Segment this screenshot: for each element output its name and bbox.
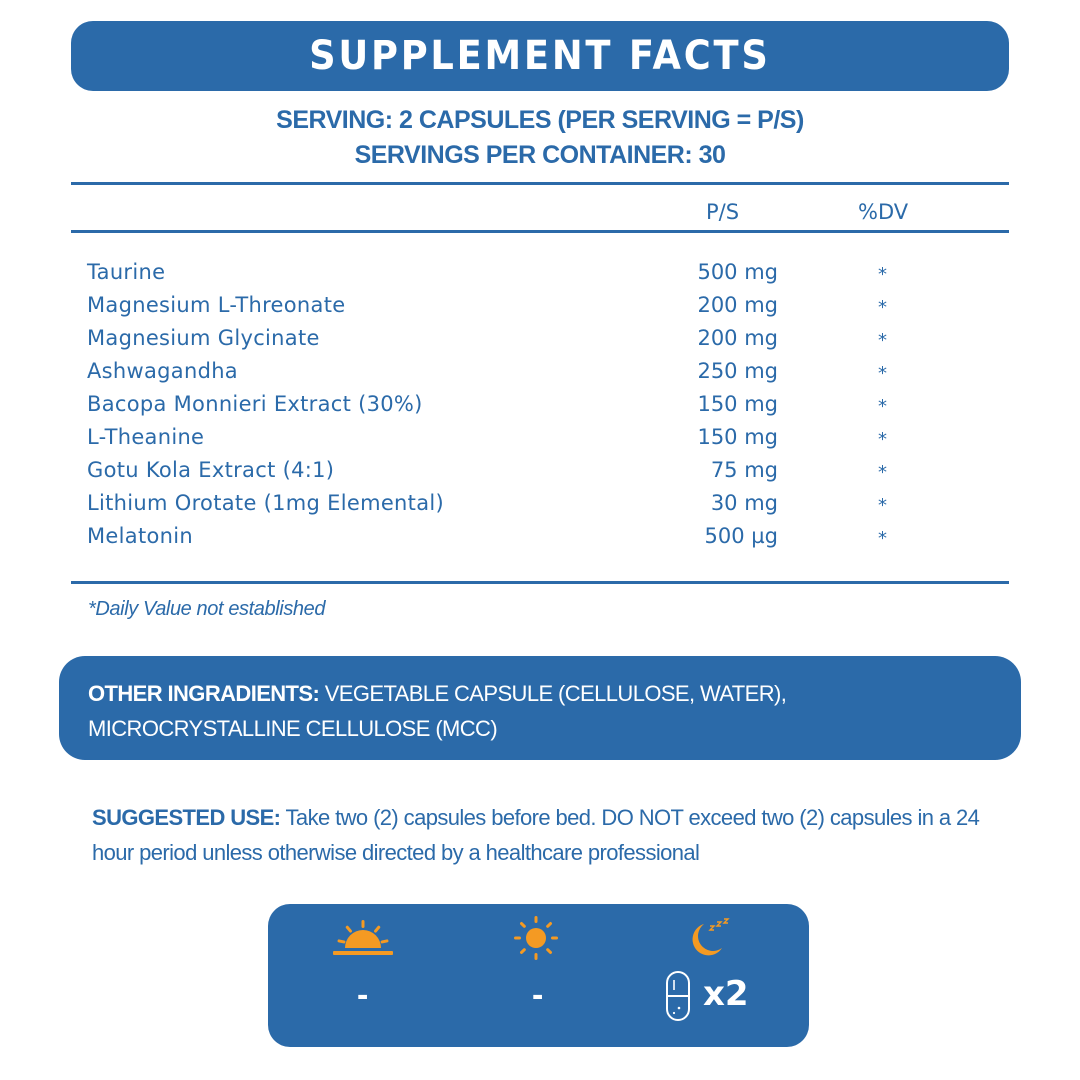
ingredient-dv: * — [878, 330, 887, 351]
ingredient-amount: 500 µg — [704, 524, 778, 548]
page-title: SUPPLEMENT FACTS — [309, 33, 771, 79]
table-row — [87, 489, 927, 522]
ingredient-name: Taurine — [87, 260, 166, 284]
ingredient-amount: 500 mg — [697, 260, 778, 284]
suggested-use-value: Take two (2) capsules before bed. DO NOT exceed two (2) capsules in a 24 hour period unless otherwise directed by a healthcare professional — [92, 805, 980, 865]
divider-header — [71, 230, 1009, 233]
ingredient-dv: * — [878, 396, 887, 417]
ingredient-name: L-Theanine — [87, 425, 205, 449]
ingredient-amount: 200 mg — [697, 293, 778, 317]
table-row — [87, 324, 927, 357]
table-row — [87, 357, 927, 390]
ingredient-amount: 150 mg — [697, 425, 778, 449]
table-row — [87, 291, 927, 324]
night-dose: x2 — [703, 974, 749, 1014]
ingredient-dv: * — [878, 495, 887, 516]
table-row — [87, 390, 927, 423]
ingredient-name: Ashwagandha — [87, 359, 238, 383]
morning-dose: - — [357, 976, 369, 1014]
ingredient-dv: * — [878, 528, 887, 549]
ingredient-dv: * — [878, 363, 887, 384]
column-header-dv: %DV — [858, 200, 909, 224]
ingredient-name: Bacopa Monnieri Extract (30%) — [87, 392, 423, 416]
other-ingredients-text — [88, 676, 998, 746]
table-row — [87, 258, 927, 291]
servings-per-container: SERVINGS PER CONTAINER: 30 — [354, 141, 726, 169]
ingredient-dv: * — [878, 297, 887, 318]
ingredient-amount: 200 mg — [697, 326, 778, 350]
sun-icon — [513, 915, 559, 961]
ingredient-dv: * — [878, 462, 887, 483]
ingredient-name: Magnesium Glycinate — [87, 326, 320, 350]
ingredient-name: Gotu Kola Extract (4:1) — [87, 458, 335, 482]
ingredient-list — [87, 258, 927, 555]
other-ingredients-value: VEGETABLE CAPSULE (CELLULOSE, WATER), MICROCRYSTALLINE CELLULOSE (MCC) — [88, 681, 787, 741]
table-row — [87, 456, 927, 489]
ingredient-amount: 250 mg — [697, 359, 778, 383]
divider-bottom — [71, 581, 1009, 584]
ingredient-amount: 75 mg — [710, 458, 778, 482]
serving-size: SERVING: 2 CAPSULES (PER SERVING = P/S) — [276, 106, 804, 134]
capsule-icon — [665, 970, 691, 1022]
table-row — [87, 522, 927, 555]
ingredient-dv: * — [878, 429, 887, 450]
ingredient-amount: 30 mg — [710, 491, 778, 515]
other-ingredients-label: OTHER INGRADIENTS: — [88, 681, 320, 706]
daily-value-footnote: *Daily Value not established — [88, 598, 326, 620]
table-row — [87, 423, 927, 456]
ingredient-name: Melatonin — [87, 524, 193, 548]
sunrise-icon — [331, 918, 395, 958]
header-bar — [71, 21, 1009, 91]
ingredient-dv: * — [878, 264, 887, 285]
column-header-amount: P/S — [706, 200, 740, 224]
noon-dose: - — [532, 976, 544, 1014]
ingredient-name: Lithium Orotate (1mg Elemental) — [87, 491, 444, 515]
divider-top — [71, 182, 1009, 185]
ingredient-amount: 150 mg — [697, 392, 778, 416]
suggested-use-text — [92, 800, 1012, 870]
moon-sleep-icon — [686, 918, 734, 960]
ingredient-name: Magnesium L-Threonate — [87, 293, 346, 317]
suggested-use-label: SUGGESTED USE: — [92, 805, 281, 830]
